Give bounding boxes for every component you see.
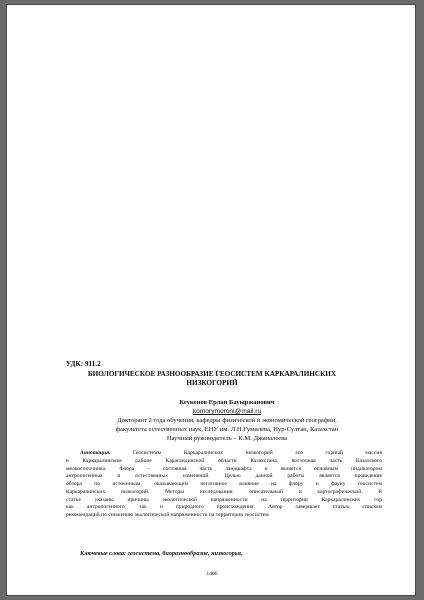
abstract-line: мелкосопочника. Флора – составная часть ландшафта и является основным индикатором <box>66 465 382 472</box>
scientific-supervisor: Научный руководитель – К.М. Джаналеева <box>166 435 288 442</box>
abstract-line: обзора по источникам, оказывающим негативное влияние на флору и фауну геосистем <box>66 481 382 487</box>
abstract-line <box>66 450 382 458</box>
document-page <box>6 4 416 596</box>
abstract-line-1-text: Геосистемы Каркаралинских низкогорий это горный массив <box>110 450 382 456</box>
abstract-line: статье указаны причины экологической напряженности на территории Каркаралинских гор <box>66 496 382 503</box>
udk-code: УДК: 911.2 <box>66 360 101 368</box>
abstract-line: в Каркаралинском районе Карагандинской области Казахстана, восточная часть Казахского <box>66 457 382 464</box>
keywords: Ключевые слова: геосистема, биоразнообразие, низкогорья, <box>80 550 243 557</box>
abstract-line: рекомендаций по снижению экологической напряженности на территории геосистем. <box>66 512 271 518</box>
author-affiliation-line-1: Докторант 2 года обучения, кафедры физической и экономической географии, <box>117 417 337 424</box>
article-title-line-1: БИОЛОГИЧЕСКОЕ РАЗНООБРАЗИЕ ГЕОСИСТЕМ КАРКАРАЛИНСКИХ <box>87 370 337 378</box>
article-title-line-2: НИЗКОГОРИЙ <box>186 379 238 387</box>
abstract-line: Каркаралинских низкогорий. Методы исследования: описательный и картографический. В <box>66 488 382 495</box>
author-name: Кеукенов Ерлан Бауыржанович <box>179 399 275 406</box>
abstract-line: антропогенных и естественных изменений. Целью данной работы является проведение <box>66 473 382 480</box>
abstract <box>66 450 382 520</box>
abstract-label: Аннотация. <box>80 450 111 456</box>
author-affiliation-line-2: факультета естественных наук, ЕНУ им. Л.Н.Гумилева, Нур-Султан, Казахстан <box>115 426 339 433</box>
abstract-line: как антропогенного, так и природного происхождения. Автор завершает статью списком <box>66 504 382 511</box>
page-number: 1466 <box>206 571 218 577</box>
author-email-link[interactable]: komorymoroni@mail.ru <box>192 408 262 415</box>
